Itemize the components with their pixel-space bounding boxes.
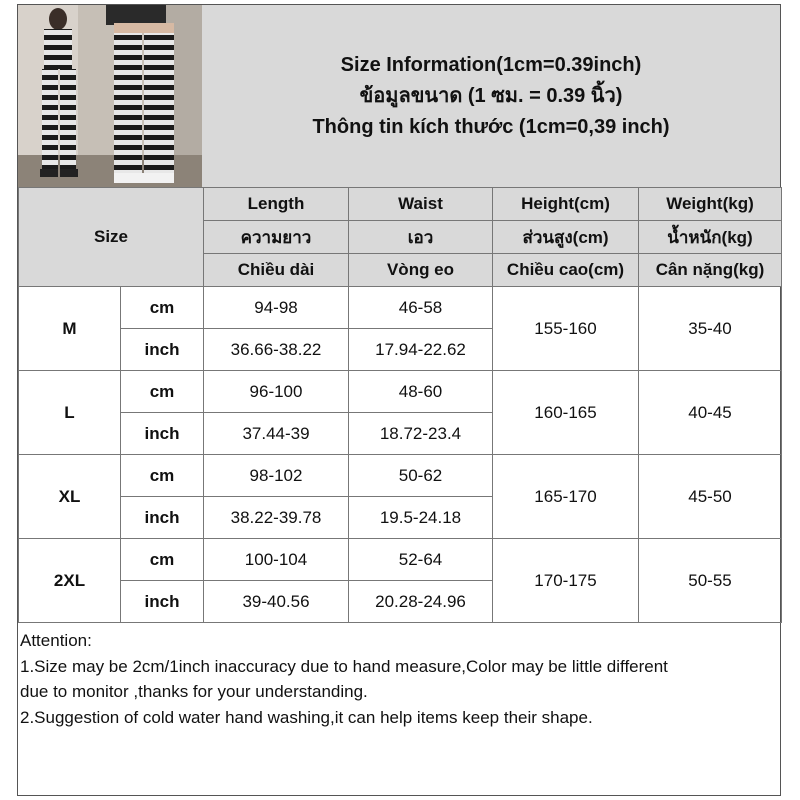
size-header: Size <box>19 188 204 287</box>
waist-cm: 46-58 <box>349 287 493 329</box>
col-weight-vi: Cân nặng(kg) <box>639 254 782 287</box>
note-line-2: 2.Suggestion of cold water hand washing,it can help items keep their shape. <box>20 707 593 727</box>
col-length-en: Length <box>204 188 349 221</box>
col-length-vi: Chiều dài <box>204 254 349 287</box>
table-row <box>19 371 782 413</box>
waist-cm: 50-62 <box>349 455 493 497</box>
waist-inch: 19.5-24.18 <box>349 497 493 539</box>
col-waist-en: Waist <box>349 188 493 221</box>
unit-inch: inch <box>121 329 204 371</box>
length-cm: 100-104 <box>204 539 349 581</box>
weight-value: 45-50 <box>639 455 782 539</box>
unit-inch: inch <box>121 413 204 455</box>
height-value: 160-165 <box>493 371 639 455</box>
waist-cm: 52-64 <box>349 539 493 581</box>
col-height-vi: Chiều cao(cm) <box>493 254 639 287</box>
waist-inch: 18.72-23.4 <box>349 413 493 455</box>
height-value: 170-175 <box>493 539 639 623</box>
note-line-1-continued: due to monitor ,thanks for your understanding. <box>20 682 368 701</box>
unit-inch: inch <box>121 581 204 623</box>
title-thai: ข้อมูลขนาด (1 ซม. = 0.39 นิ้ว) <box>359 84 623 107</box>
col-weight-th: น้ำหนัก(kg) <box>639 221 782 254</box>
waist-inch: 17.94-22.62 <box>349 329 493 371</box>
size-label-2xl: 2XL <box>19 539 121 623</box>
col-height-th: ส่วนสูง(cm) <box>493 221 639 254</box>
size-label-m: M <box>19 287 121 371</box>
product-photo <box>18 5 202 187</box>
title-english: Size Information(1cm=0.39inch) <box>340 53 642 76</box>
size-information-header <box>202 5 780 187</box>
weight-value: 35-40 <box>639 287 782 371</box>
size-label-l: L <box>19 371 121 455</box>
size-label-xl: XL <box>19 455 121 539</box>
length-inch: 39-40.56 <box>204 581 349 623</box>
waist-inch: 20.28-24.96 <box>349 581 493 623</box>
weight-value: 50-55 <box>639 539 782 623</box>
attention-notes <box>20 628 780 730</box>
table-row <box>19 455 782 497</box>
col-weight-en: Weight(kg) <box>639 188 782 221</box>
waist-cm: 48-60 <box>349 371 493 413</box>
size-table <box>18 187 782 623</box>
table-row <box>19 539 782 581</box>
length-cm: 96-100 <box>204 371 349 413</box>
unit-inch: inch <box>121 497 204 539</box>
weight-value: 40-45 <box>639 371 782 455</box>
model-wearing-striped-pants-image <box>18 5 202 187</box>
length-inch: 37.44-39 <box>204 413 349 455</box>
note-line-1: 1.Size may be 2cm/1inch inaccuracy due to hand measure,Color may be little different <box>20 656 668 676</box>
unit-cm: cm <box>121 539 204 581</box>
col-height-en: Height(cm) <box>493 188 639 221</box>
table-row <box>19 287 782 329</box>
title-vietnamese: Thông tin kích thước (1cm=0,39 inch) <box>312 115 670 138</box>
length-inch: 36.66-38.22 <box>204 329 349 371</box>
unit-cm: cm <box>121 287 204 329</box>
unit-cm: cm <box>121 455 204 497</box>
length-cm: 94-98 <box>204 287 349 329</box>
length-cm: 98-102 <box>204 455 349 497</box>
height-value: 155-160 <box>493 287 639 371</box>
unit-cm: cm <box>121 371 204 413</box>
length-inch: 38.22-39.78 <box>204 497 349 539</box>
height-value: 165-170 <box>493 455 639 539</box>
col-waist-th: เอว <box>349 221 493 254</box>
attention-heading: Attention: <box>20 631 92 650</box>
col-waist-vi: Vòng eo <box>349 254 493 287</box>
col-length-th: ความยาว <box>204 221 349 254</box>
